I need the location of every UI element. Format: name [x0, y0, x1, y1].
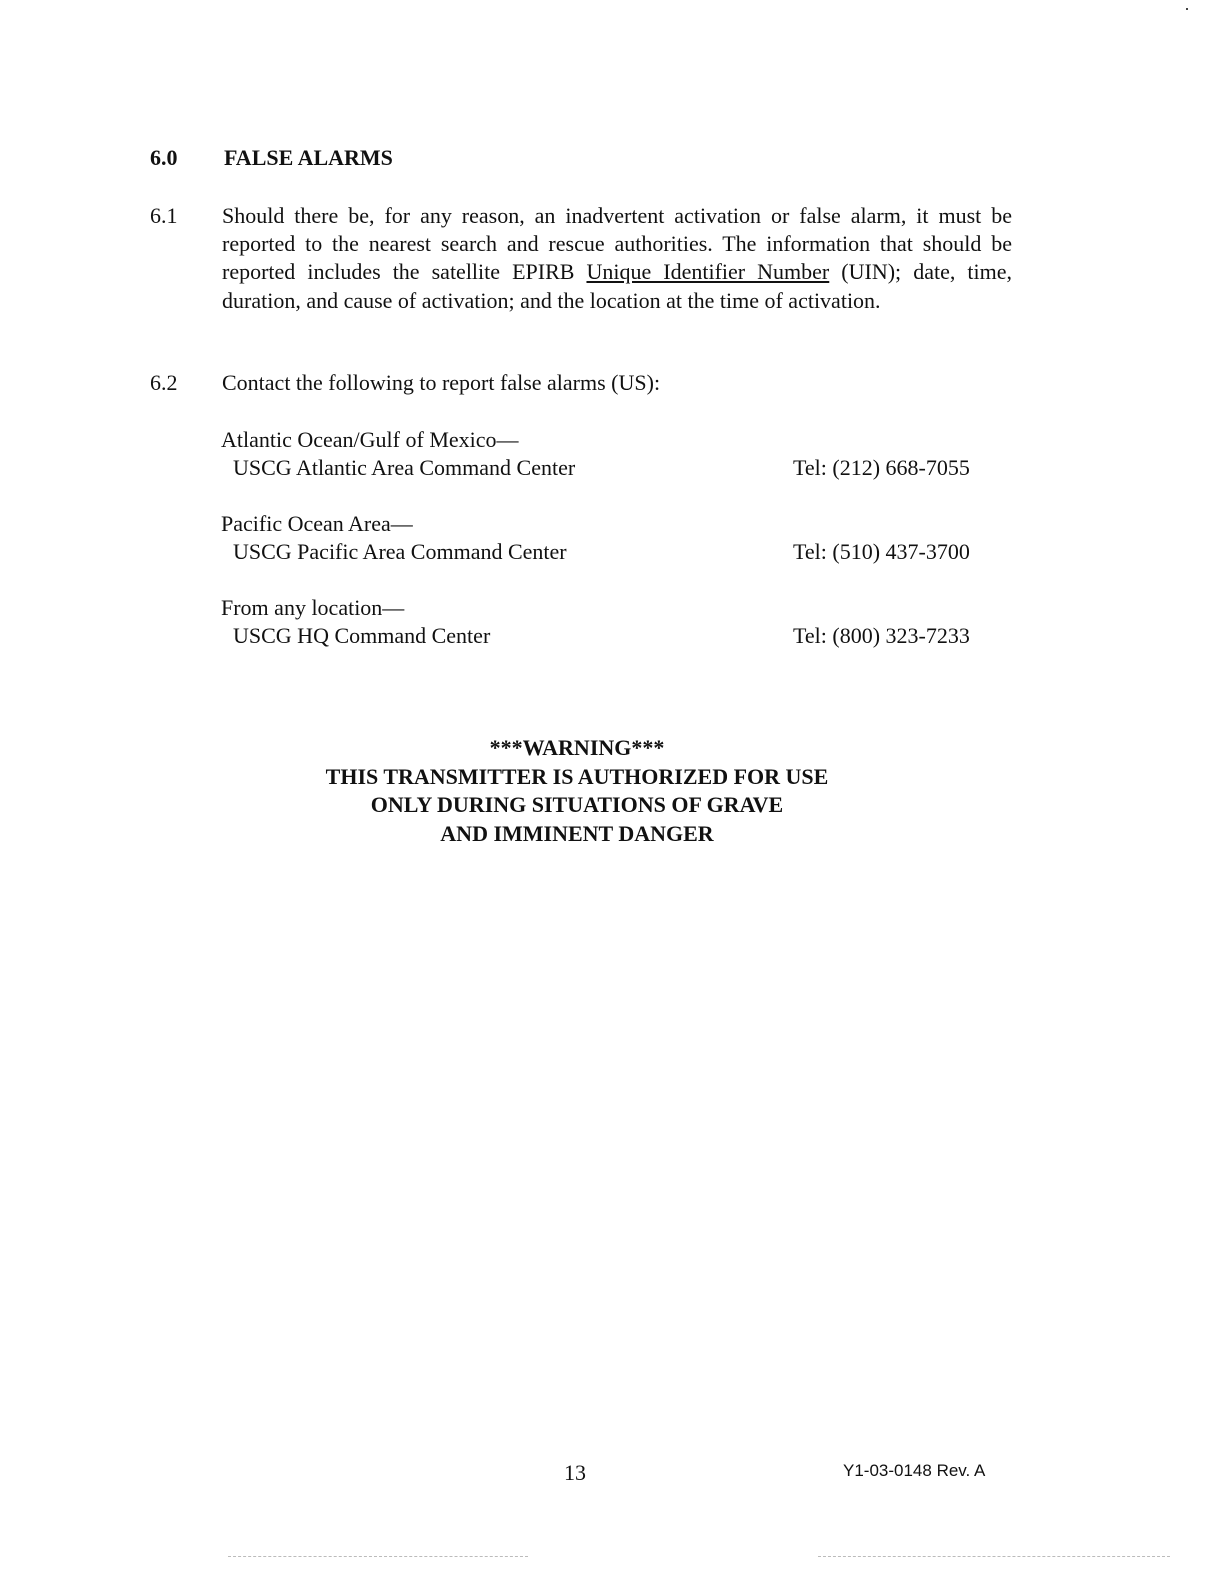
warning-line-2: ONLY DURING SITUATIONS OF GRAVE: [370, 792, 784, 817]
scan-artifact: [1186, 8, 1188, 10]
warning-title: ***WARNING***: [489, 735, 665, 760]
paragraph-number-6-1: 6.1: [150, 203, 178, 228]
page-number: 13: [564, 1460, 586, 1485]
paragraph-6-1-text-after: (UIN); date, time, duration, and cause of activation; and the location at the time of activation.: [222, 259, 1013, 313]
contact-tel-hq: Tel: (800) 323-7233: [793, 623, 970, 648]
paragraph-6-1: [222, 202, 1012, 315]
contact-center-pacific: USCG Pacific Area Command Center: [233, 539, 567, 564]
contact-region-any: From any location—: [221, 595, 405, 620]
contact-center-hq: USCG HQ Command Center: [233, 623, 491, 648]
contact-region-pacific: Pacific Ocean Area—: [221, 511, 413, 536]
section-number: 6.0: [150, 145, 178, 170]
document-id: Y1-03-0148 Rev. A: [843, 1461, 986, 1480]
warning-line-3: AND IMMINENT DANGER: [440, 820, 714, 846]
warning-block: [200, 734, 954, 848]
scan-artifact-line-right: [818, 1556, 1170, 1557]
uin-term: Unique Identifier Number: [586, 259, 830, 285]
contact-region-atlantic: Atlantic Ocean/Gulf of Mexico—: [221, 427, 519, 452]
paragraph-6-1-text-before: Should there be, for any reason, an inadvertent activation or false alarm, it must be reported to the nearest search and rescue authorities. The information that should be reported includes the satellite EPIRB: [222, 203, 1012, 285]
section-title: FALSE ALARMS: [224, 145, 393, 170]
paragraph-6-2: Contact the following to report false alarms (US):: [222, 370, 661, 395]
contact-tel-atlantic: Tel: (212) 668-7055: [793, 455, 970, 480]
section-heading: [150, 144, 393, 172]
contact-center-atlantic: USCG Atlantic Area Command Center: [233, 455, 576, 480]
warning-line-1: THIS TRANSMITTER IS AUTHORIZED FOR USE: [325, 763, 829, 789]
contact-tel-pacific: Tel: (510) 437-3700: [793, 539, 970, 564]
scan-artifact-line-left: [228, 1556, 528, 1557]
paragraph-number-6-2: 6.2: [150, 370, 178, 395]
